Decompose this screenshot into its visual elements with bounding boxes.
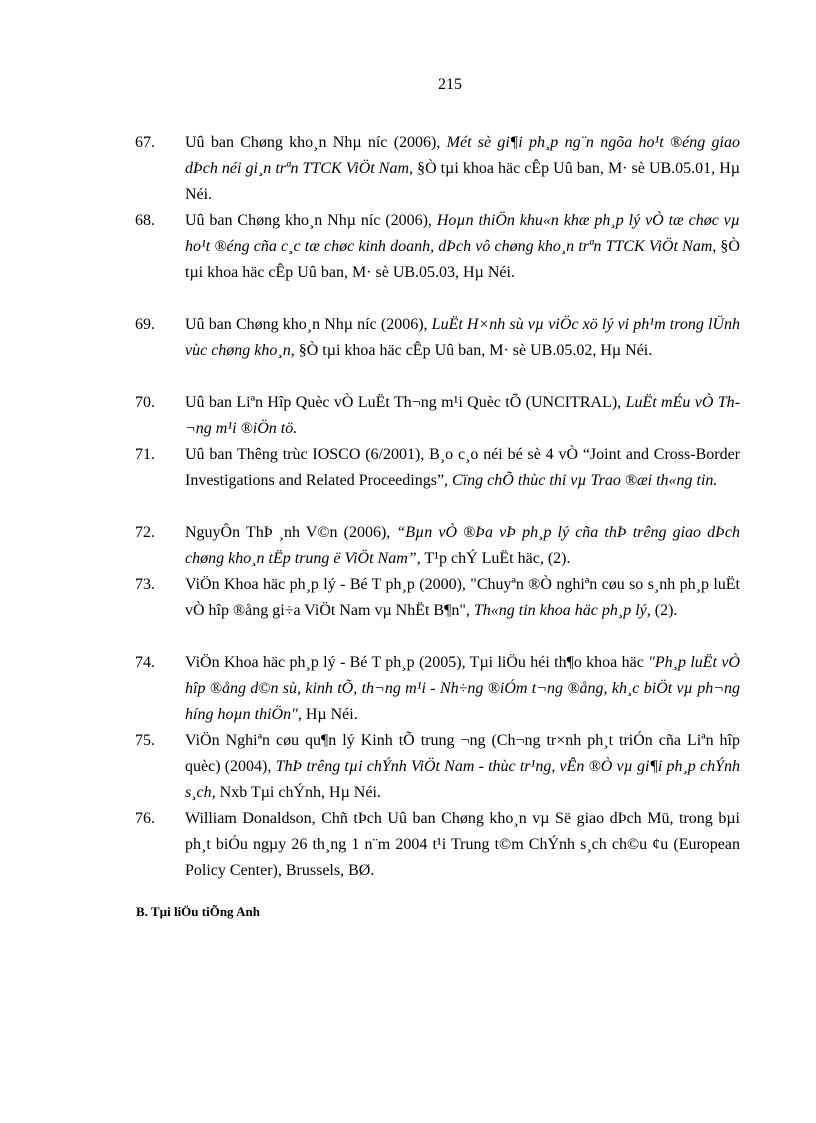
reference-text bbox=[185, 208, 740, 286]
reference-segment: Nxb Tµi chÝnh, Hµ Néi. bbox=[215, 784, 381, 801]
reference-text bbox=[185, 806, 740, 884]
reference-text bbox=[185, 312, 740, 364]
reference-number: 75. bbox=[135, 732, 155, 749]
reference-number: 69. bbox=[135, 316, 155, 333]
reference-item bbox=[0, 130, 816, 208]
reference-segment: , Hµ Néi. bbox=[297, 706, 358, 723]
reference-number: 67. bbox=[135, 134, 155, 151]
reference-title: “Bµn vÒ ®Þa vÞ ph¸p lý cña thÞ trêng giao dÞch chøng kho¸n tËp trung ë ViÖt Nam” bbox=[185, 524, 741, 567]
reference-title: LuËt H×nh sù vµ viÖc xö lý vi ph¹m trong lÜnh vùc chøng kho¸n, bbox=[185, 316, 740, 359]
reference-title: Th«ng tin khoa häc ph¸p lý, bbox=[473, 602, 651, 619]
reference-segment: ViÖn Khoa häc ph¸p lý - Bé T ph¸p (2000), "Chuyªn ®Ò nghiªn cøu so s¸nh ph¸p luËt vÒ hîp ®ång gi÷a ViÖt Nam vµ NhËt B¶n", bbox=[185, 576, 740, 619]
reference-text bbox=[185, 572, 740, 624]
reference-number: 73. bbox=[135, 576, 155, 593]
reference-item bbox=[0, 728, 816, 806]
reference-segment: Uû ban Chøng kho¸n Nhµ níc (2006), bbox=[185, 134, 447, 151]
reference-title: ThÞ trêng tµi chÝnh ViÖt Nam - thùc tr¹ng, vÊn ®Ò vµ gi¶i ph¸p chÝnh s¸ch, bbox=[185, 758, 741, 801]
reference-item bbox=[0, 390, 816, 442]
reference-text bbox=[185, 650, 740, 728]
reference-text bbox=[185, 130, 740, 208]
reference-segment: §Ò tµi khoa häc cÊp Uû ban, M· sè UB.05.02, Hµ Néi. bbox=[294, 342, 653, 359]
reference-segment: §Ò tµi khoa häc cÊp Uû ban, M· sè UB.05.01, Hµ Néi. bbox=[185, 160, 740, 203]
reference-segment: William Donaldson, Chñ tÞch Uû ban Chøng kho¸n vµ Së giao dÞch Mü, trong bµi ph¸t biÓu ngµy 26 th¸ng 1 n¨m 2004 t¹i Trung t©m ChÝnh s¸ch ch©u ¢u (European Policy Center), Brussels, BØ. bbox=[185, 810, 740, 879]
reference-title: LuËt mÉu vÒ Th¬ng m¹i ®iÖn tö. bbox=[185, 394, 741, 437]
reference-number: 68. bbox=[135, 212, 155, 229]
reference-number: 70. bbox=[135, 394, 155, 411]
reference-title: Cïng chÕ thùc thi vµ Trao ®æi th«ng tin. bbox=[452, 472, 718, 489]
reference-segment: NguyÔn ThÞ ¸nh V©n (2006), bbox=[185, 524, 397, 541]
reference-number: 76. bbox=[135, 810, 155, 827]
reference-segment: Uû ban Chøng kho¸n Nhµ níc (2006), bbox=[185, 212, 437, 229]
reference-list bbox=[0, 130, 816, 884]
reference-item bbox=[0, 520, 816, 572]
reference-segment: Uû ban Liªn Hîp Quèc vÒ LuËt Th¬ng m¹i Quèc tÕ (UNCITRAL), bbox=[185, 394, 626, 411]
reference-number: 74. bbox=[135, 654, 155, 671]
section-heading: B. Tµi liÖu tiÕng Anh bbox=[136, 904, 260, 919]
reference-text bbox=[185, 520, 740, 572]
reference-segment: , T¹p chÝ LuËt häc, (2). bbox=[416, 550, 571, 567]
reference-item bbox=[0, 572, 816, 650]
reference-text bbox=[185, 728, 740, 806]
reference-title: Hoµn thiÖn khu«n khæ ph¸p lý vÒ tæ chøc vµ ho¹t ®éng cña c¸c tæ chøc kinh doanh, dÞch vô chøng kho¸n trªn TTCK ViÖt Nam, bbox=[185, 212, 741, 255]
reference-segment: Uû ban Chøng kho¸n Nhµ níc (2006), bbox=[185, 316, 432, 333]
reference-segment: ViÖn Nghiªn cøu qu¶n lý Kinh tÕ trung ¬ng (Ch¬ng tr×nh ph¸t triÓn cña Liªn hîp quèc) (2004), bbox=[185, 732, 740, 775]
reference-title: "Ph¸p luËt vÒ hîp ®ång d©n sù, kinh tÕ, th¬ng m¹i - Nh÷ng ®iÓm t¬ng ®ång, kh¸c biÖt vµ ph¬ng híng hoµn thiÖn" bbox=[185, 654, 741, 723]
page-number: 215 bbox=[438, 76, 462, 93]
reference-item bbox=[0, 806, 816, 884]
reference-text bbox=[185, 390, 740, 442]
reference-item bbox=[0, 442, 816, 520]
reference-item bbox=[0, 312, 816, 390]
reference-number: 71. bbox=[135, 446, 155, 463]
reference-segment: §Ò tµi khoa häc cÊp Uû ban, M· sè UB.05.03, Hµ Néi. bbox=[185, 238, 740, 281]
reference-segment: ViÖn Khoa häc ph¸p lý - Bé T ph¸p (2005), Tµi liÖu héi th¶o khoa häc bbox=[185, 654, 649, 671]
reference-title: Mét sè gi¶i ph¸p ng¨n ngõa ho¹t ®éng giao dÞch néi gi¸n trªn TTCK ViÖt Nam, bbox=[185, 134, 740, 177]
reference-text bbox=[185, 442, 740, 494]
reference-segment: (2). bbox=[650, 602, 678, 619]
reference-item bbox=[0, 208, 816, 312]
reference-segment: Uû ban Thêng trùc IOSCO (6/2001), B¸o c¸o néi bé sè 4 vÒ “Joint and Cross-Border Investigations and Related Proceedings”, bbox=[185, 446, 740, 489]
reference-item bbox=[0, 650, 816, 728]
reference-number: 72. bbox=[135, 524, 155, 541]
